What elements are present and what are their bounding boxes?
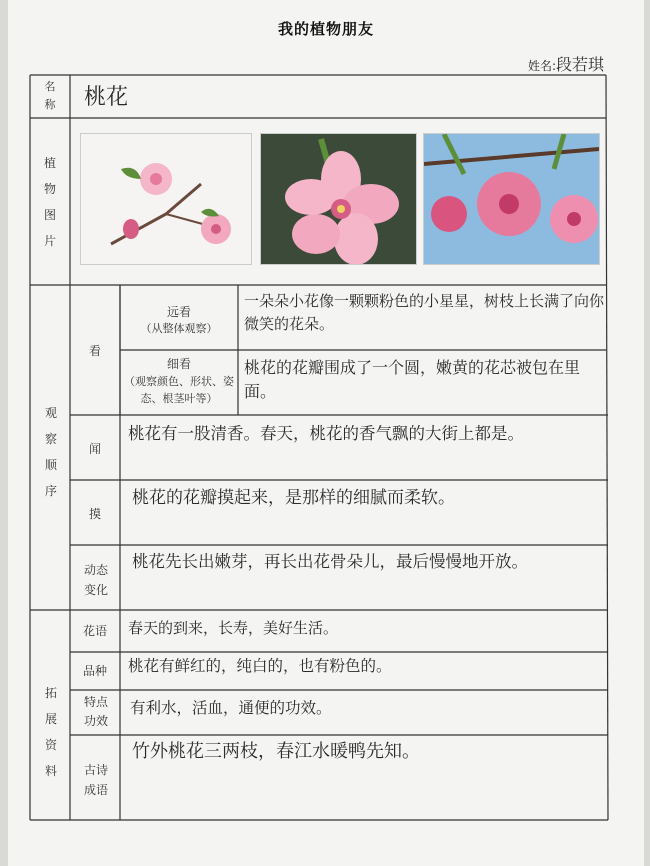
pictures-row-label: 植物图片: [43, 156, 56, 248]
change-label: 动态变化: [84, 563, 109, 597]
student-name: [528, 52, 604, 75]
near-look-text: 桃花的花瓣围成了一个圆，嫩黄的花芯被包在里面。: [244, 358, 581, 401]
far-look-hint: （从整体观察）: [140, 322, 218, 335]
variety-text: 桃花有鲜红的，纯白的，也有粉色的。: [128, 657, 392, 675]
student-name-value: 段若琪: [555, 55, 604, 74]
peach-blossom-closeup-photo: [260, 133, 417, 265]
name-row-label: 名称: [44, 80, 56, 111]
poem-text: 竹外桃花三两枝，春江水暖鸭先知。: [132, 741, 420, 762]
smell-text: 桃花有一股清香。春天，桃花的香气飘的大街上都是。: [128, 424, 524, 443]
touch-text: 桃花的花瓣摸起来，是那样的细腻而柔软。: [132, 488, 455, 508]
peach-blossom-cluster-photo: [423, 133, 600, 265]
worksheet-paper: [8, 0, 644, 866]
near-look-hint: （观察颜色、形状、姿态、根茎叶等）: [124, 375, 234, 405]
look-label: 看: [88, 344, 101, 358]
observe-section-label: 观察顺序: [44, 406, 57, 498]
smell-label: 闻: [88, 442, 101, 456]
far-look-label: 远看: [166, 305, 191, 319]
plant-name-value: 桃花: [84, 85, 129, 110]
effect-text: 有利水，活血，通便的功效。: [130, 699, 332, 717]
flower-language-label: 花语: [82, 624, 107, 638]
flower-language-text: 春天的到来，长寿，美好生活。: [128, 619, 339, 637]
student-name-label: 姓名:: [527, 59, 556, 73]
far-look-text: 一朵朵小花像一颗颗粉色的小星星，树枝上长满了向你微笑的花朵。: [244, 292, 605, 333]
near-look-label: 细看: [166, 357, 191, 371]
change-text: 桃花先长出嫩芽，再长出花骨朵儿，最后慢慢地开放。: [132, 552, 528, 571]
variety-label: 品种: [82, 664, 107, 678]
touch-label: 摸: [88, 507, 101, 521]
poem-label: 古诗成语: [84, 763, 109, 797]
expand-section-label: 拓展资料: [44, 686, 57, 778]
worksheet-title: 我的植物朋友: [277, 20, 374, 38]
effect-label: 特点功效: [84, 695, 109, 728]
peach-blossom-branch-photo: [80, 133, 252, 265]
